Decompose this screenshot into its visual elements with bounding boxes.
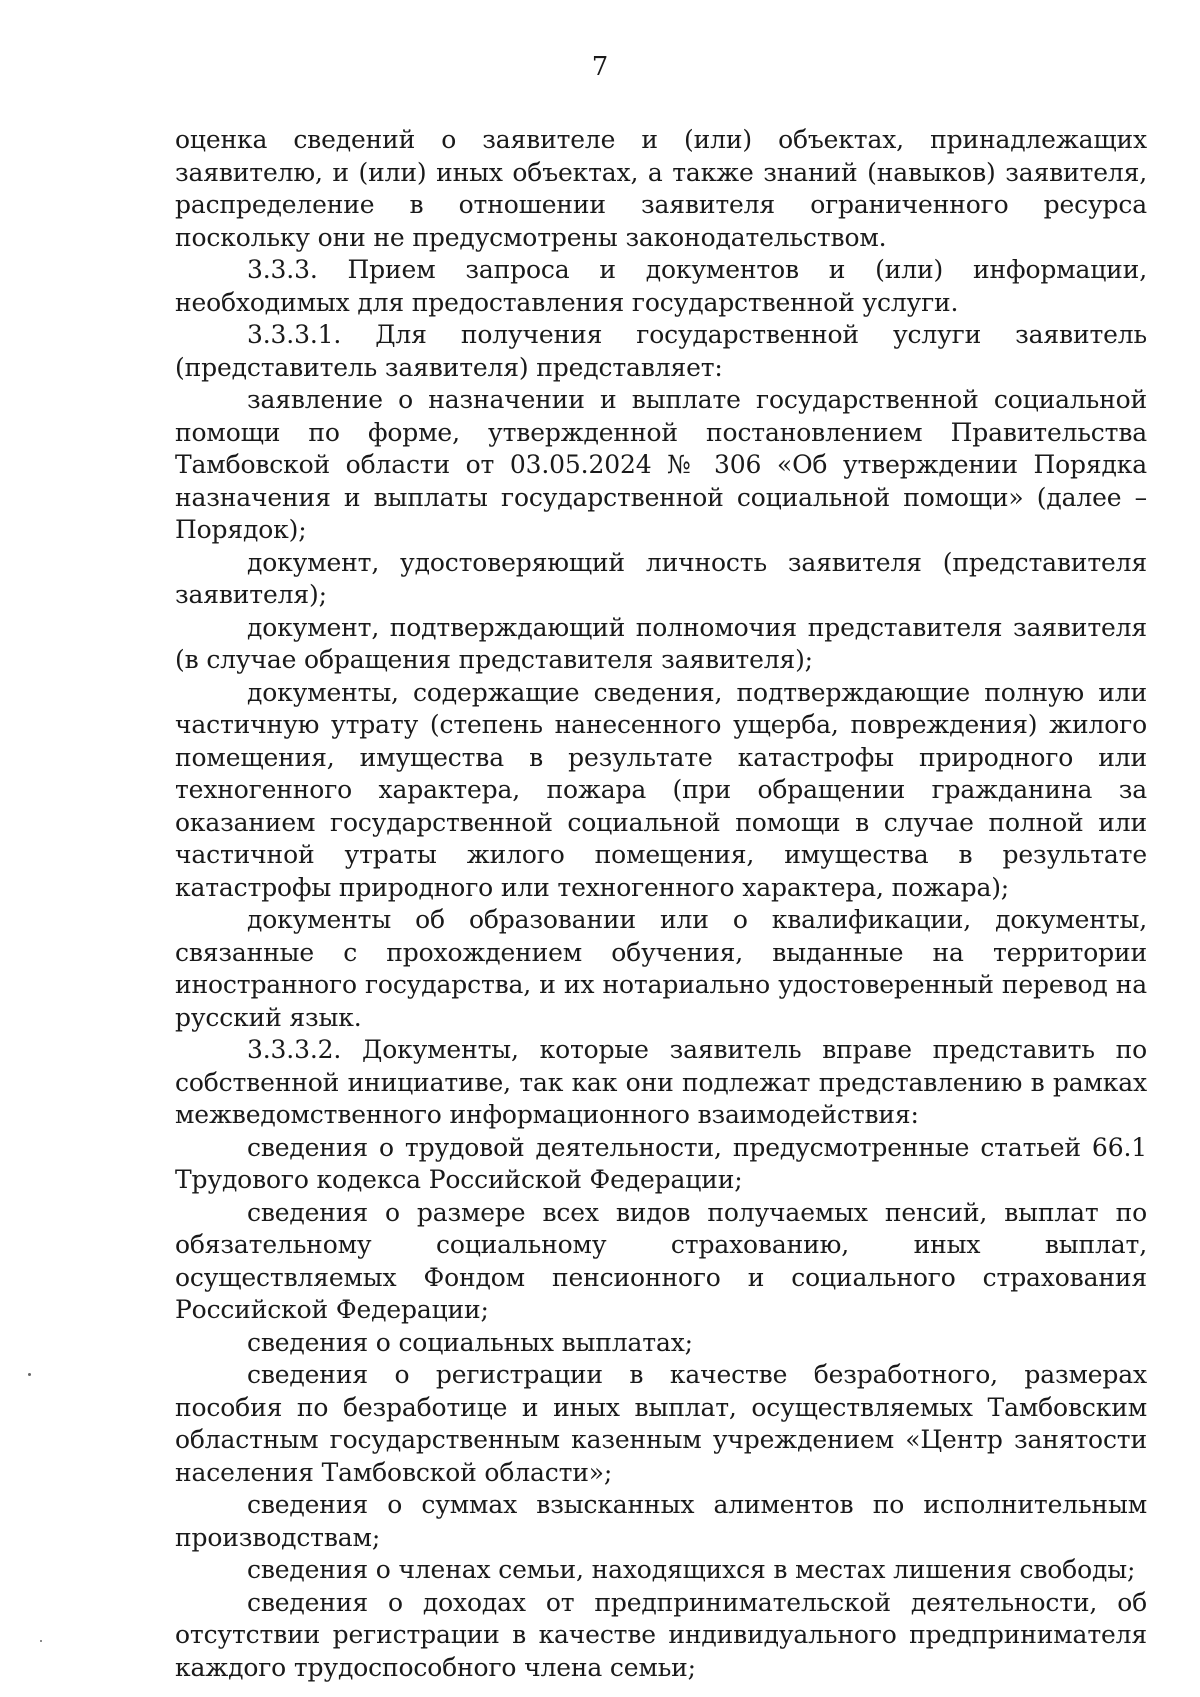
list-item-application: заявление о назначении и выплате государственной социальной помощи по форме, утвержденной постановлением Правительства Тамбовской области от 03.05.2024 № 306 «Об утверждении Порядка назначения и выплаты государственной социальной помощи» (далее – Порядок); (175, 385, 1147, 544)
list-item-labor-info: сведения о трудовой деятельности, предусмотренные статьей 66.1 Трудового кодекса Российской Федерации; (175, 1132, 1147, 1194)
list-item-education-documents: документы об образовании или о квалификации, документы, связанные с прохождением обучения, выданные на территории иностранного государства, и их нотариально удостоверенный перевод на русский язык. (175, 905, 1147, 1032)
document-body (175, 124, 1147, 1684)
list-item-alimony-info: сведения о суммах взысканных алиментов по исполнительным производствам; (175, 1490, 1147, 1552)
list-item-imprisonment-info: сведения о членах семьи, находящихся в местах лишения свободы; (247, 1555, 1136, 1584)
page-number: 7 (591, 52, 609, 82)
list-item-social-payments: сведения о социальных выплатах; (247, 1327, 693, 1357)
list-item-unemployment-info: сведения о регистрации в качестве безработного, размерах пособия по безработице и иных выплат, осуществляемых Тамбовским областным государственным казенным учреждением «Центр занятости населения Тамбовской области»; (175, 1360, 1147, 1487)
list-item-pension-info: сведения о размере всех видов получаемых пенсий, выплат по обязательному социальному страхованию, иных выплат, осуществляемых Фондом пенсионного и социального страхования Российской Федерации; (175, 1197, 1147, 1324)
paragraph-section-3-3-3-2: 3.3.3.2. Документы, которые заявитель вправе представить по собственной инициативе, так как они подлежат представлению в рамках межведомственного информационного взаимодействия: (175, 1035, 1147, 1129)
scan-speck (40, 1640, 42, 1642)
list-item-identity-document: документ, удостоверяющий личность заявителя (представителя заявителя); (175, 547, 1147, 609)
list-item-authority-document: документ, подтверждающий полномочия представителя заявителя (в случае обращения представителя заявителя); (175, 612, 1147, 674)
paragraph-section-3-3-3-1: 3.3.3.1. Для получения государственной услуги заявитель (представитель заявителя) представляет: (175, 320, 1147, 382)
paragraph-section-3-3-3: 3.3.3. Прием запроса и документов и (или) информации, необходимых для предоставления государственной услуги. (175, 255, 1147, 317)
scan-speck (28, 1373, 31, 1376)
list-item-business-income-info: сведения о доходах от предпринимательской деятельности, об отсутствии регистрации в качестве индивидуального предпринимателя каждого трудоспособного члена семьи; (175, 1587, 1147, 1682)
list-item-damage-documents: документы, содержащие сведения, подтверждающие полную или частичную утрату (степень нанесенного ущерба, повреждения) жилого помещения, имущества в результате катастрофы природного или техногенного характера, пожара (при обращении гражданина за оказанием государственной социальной помощи в случае полной или частичной утраты жилого помещения, имущества в результате катастрофы природного или техногенного характера, пожара); (175, 677, 1147, 902)
paragraph-continuation: оценка сведений о заявителе и (или) объектах, принадлежащих заявителю, и (или) иных объектах, а также знаний (навыков) заявителя, распределение в отношении заявителя ограниченного ресурса поскольку они не предусмотрены законодательством. (175, 125, 1147, 252)
